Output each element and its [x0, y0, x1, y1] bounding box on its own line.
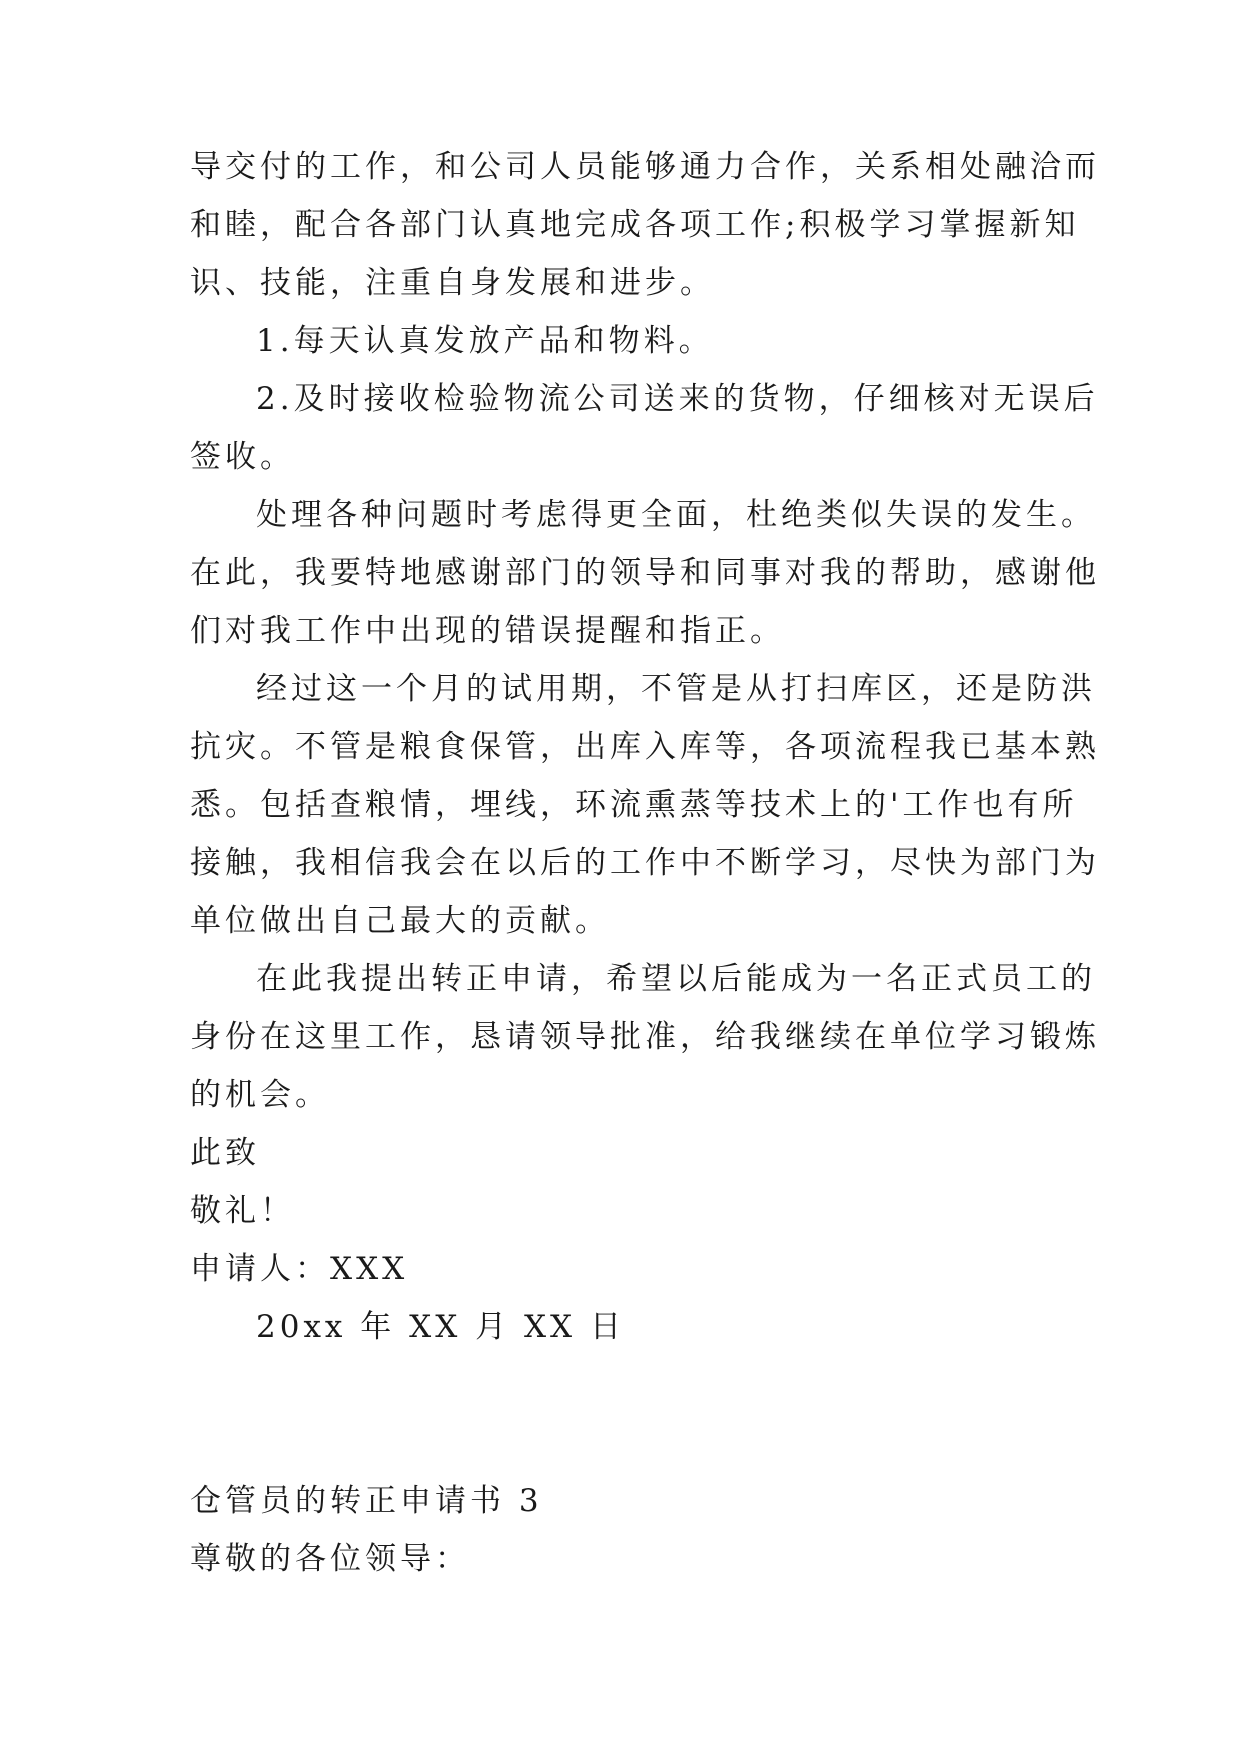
text-line: 悉。包括查粮情，埋线，环流熏蒸等技术上的'工作也有所: [190, 787, 1078, 823]
text-line: 接触，我相信我会在以后的工作中不断学习，尽快为部门为: [190, 845, 1100, 881]
text-line: 在此我提出转正申请，希望以后能成为一名正式员工的: [256, 961, 1096, 997]
next-letter-title: 仓管员的转正申请书 3: [190, 1483, 543, 1519]
date-line: 20xx 年 XX 月 XX 日: [256, 1309, 625, 1345]
paragraph-thanks: [190, 486, 1100, 660]
text-line: 和睦，配合各部门认真地完成各项工作;积极学习掌握新知: [190, 207, 1080, 243]
closing-block: [190, 1124, 1070, 1356]
text-line: 导交付的工作，和公司人员能够通力合作，关系相处融洽而: [190, 149, 1100, 185]
paragraph-work-summary: [190, 138, 1100, 312]
list-item-1: [190, 312, 1070, 370]
next-letter-salutation: 尊敬的各位领导：: [190, 1541, 470, 1577]
text-line: 识、技能，注重自身发展和进步。: [190, 265, 715, 301]
text-line: 单位做出自己最大的贡献。: [190, 903, 610, 939]
text-line: 2.及时接收检验物流公司送来的货物，仔细核对无误后: [256, 381, 1099, 417]
text-line: 经过这一个月的试用期，不管是从打扫库区，还是防洪: [256, 671, 1096, 707]
paragraph-probation: [190, 660, 1100, 950]
text-line: 抗灾。不管是粮食保管，出库入库等，各项流程我已基本熟: [190, 729, 1100, 765]
text-line: 在此，我要特地感谢部门的领导和同事对我的帮助，感谢他: [190, 555, 1100, 591]
text-line: 的机会。: [190, 1077, 330, 1113]
next-letter-heading: [190, 1472, 1070, 1588]
text-line: 身份在这里工作，恳请领导批准，给我继续在单位学习锻炼: [190, 1019, 1100, 1055]
text-line: 们对我工作中出现的错误提醒和指正。: [190, 613, 785, 649]
closing-line-1: 此致: [190, 1135, 260, 1171]
text-line: 1.每天认真发放产品和物料。: [256, 323, 714, 359]
list-item-2: [190, 370, 1099, 486]
applicant-line: 申请人：XXX: [190, 1251, 409, 1287]
closing-line-2: 敬礼！: [190, 1193, 295, 1229]
text-line: 处理各种问题时考虑得更全面，杜绝类似失误的发生。: [256, 497, 1096, 533]
paragraph-request: [190, 950, 1100, 1124]
text-line: 签收。: [190, 439, 295, 475]
